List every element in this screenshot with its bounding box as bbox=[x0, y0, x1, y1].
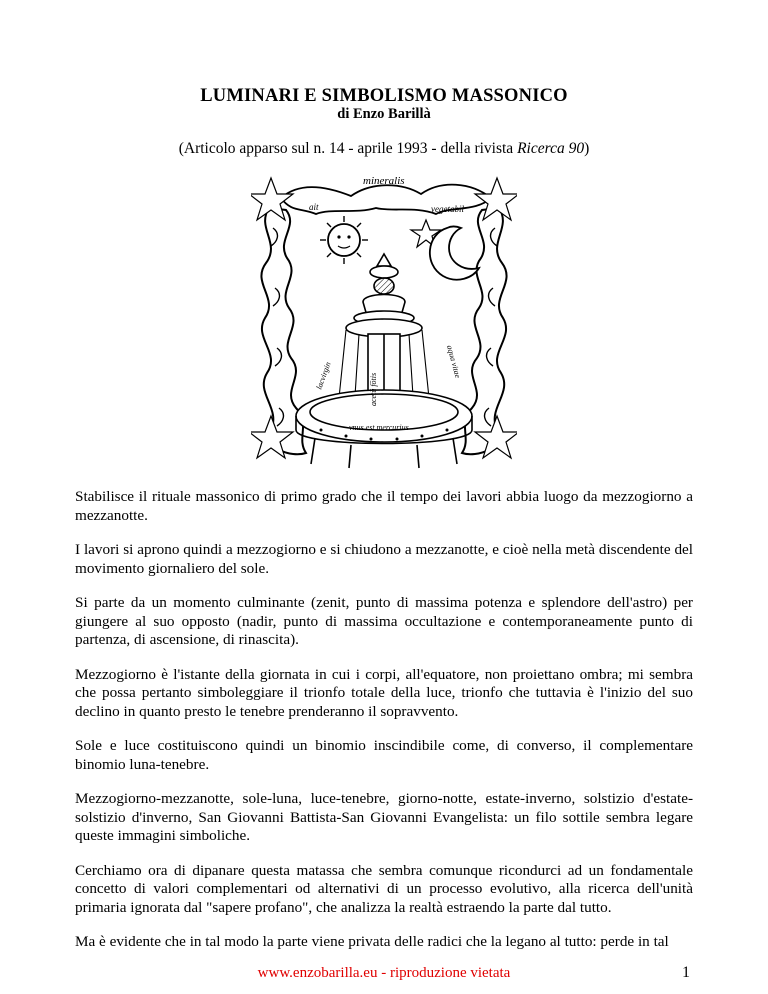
article-body bbox=[75, 488, 693, 968]
banner-top-text: mineralis bbox=[363, 175, 405, 187]
paragraph: Sole e luce costituiscono quindi un binomio inscindibile come, di converso, il complementare binomio luna-tenebre. bbox=[75, 737, 693, 773]
source-magazine: Ricerca 90 bbox=[517, 140, 585, 157]
fountain-left-text: lacvirgin bbox=[314, 360, 333, 391]
fountain-icon bbox=[296, 254, 472, 468]
article-source bbox=[0, 140, 768, 158]
fountain-mid-text: acetū fōtis bbox=[369, 372, 378, 406]
source-prefix: (Articolo apparso sul n. 14 - aprile 1993 - della rivista bbox=[178, 140, 518, 157]
paragraph: Si parte da un momento culminante (zenit, punto di massima potenza e splendore dell'astro) per giungere al suo opposto (nadir, punto di massima occultazione e contemporaneamente punto di partenza, di ascensione, di rinascita). bbox=[75, 594, 693, 648]
alchemical-fountain-woodcut bbox=[251, 168, 517, 469]
article-author: di Enzo Barillà bbox=[337, 106, 431, 122]
paragraph: Stabilisce il rituale massonico di primo grado che il tempo dei lavori abbia luogo da mezzogiorno a mezzanotte. bbox=[75, 488, 693, 524]
footer-link[interactable]: www.enzobarilla.eu - riproduzione vietata bbox=[257, 965, 511, 981]
paragraph: I lavori si aprono quindi a mezzogiorno e si chiudono a mezzanotte, e cioè nella metà discendente del movimento giornaliero del sole. bbox=[75, 541, 693, 577]
banner-right-text: vegetabil bbox=[431, 204, 464, 214]
fountain-right-text: aqua vitae bbox=[445, 344, 463, 379]
page-number: 1 bbox=[682, 964, 690, 981]
paragraph: Ma è evidente che in tal modo la parte viene privata delle radici che la legano al tutto: perde in tal bbox=[75, 933, 669, 950]
paragraph: Cerchiamo ora di dipanare questa matassa che sembra comunque ricondurci ad un fondamentale concetto di valori complementari od alternativi di un processo evolutivo, alla ricerca dell'unità primaria ignorata dal "sapere profano", che analizza la realtà estraendo la parte dal tutto. bbox=[75, 861, 693, 916]
source-suffix: ) bbox=[584, 140, 590, 157]
paragraph: Mezzogiorno-mezzanotte, sole-luna, luce-tenebre, giorno-notte, estate-inverno, solstizio d'estate-solstizio d'inverno, San Giovanni Battista-San Giovanni Evangelista: un filo sottile sembra legare queste immagini simboliche. bbox=[75, 790, 693, 844]
banner-left-text: ait bbox=[309, 202, 319, 212]
moon-icon bbox=[430, 227, 479, 280]
article-title: LUMINARI E SIMBOLISMO MASSONICO bbox=[200, 86, 568, 106]
paragraph: Mezzogiorno è l'istante della giornata in cui i corpi, all'equatore, non proiettano ombra; mi sembra che possa pertanto simboleggiare il trionfo totale della luce, trionfo che tuttavia è l'inizio del suo declino in quanto presto le tenebre prenderanno il sopravvento. bbox=[75, 665, 693, 720]
sun-icon bbox=[320, 216, 368, 264]
basin-text: vnus est mercurius bbox=[349, 423, 409, 432]
